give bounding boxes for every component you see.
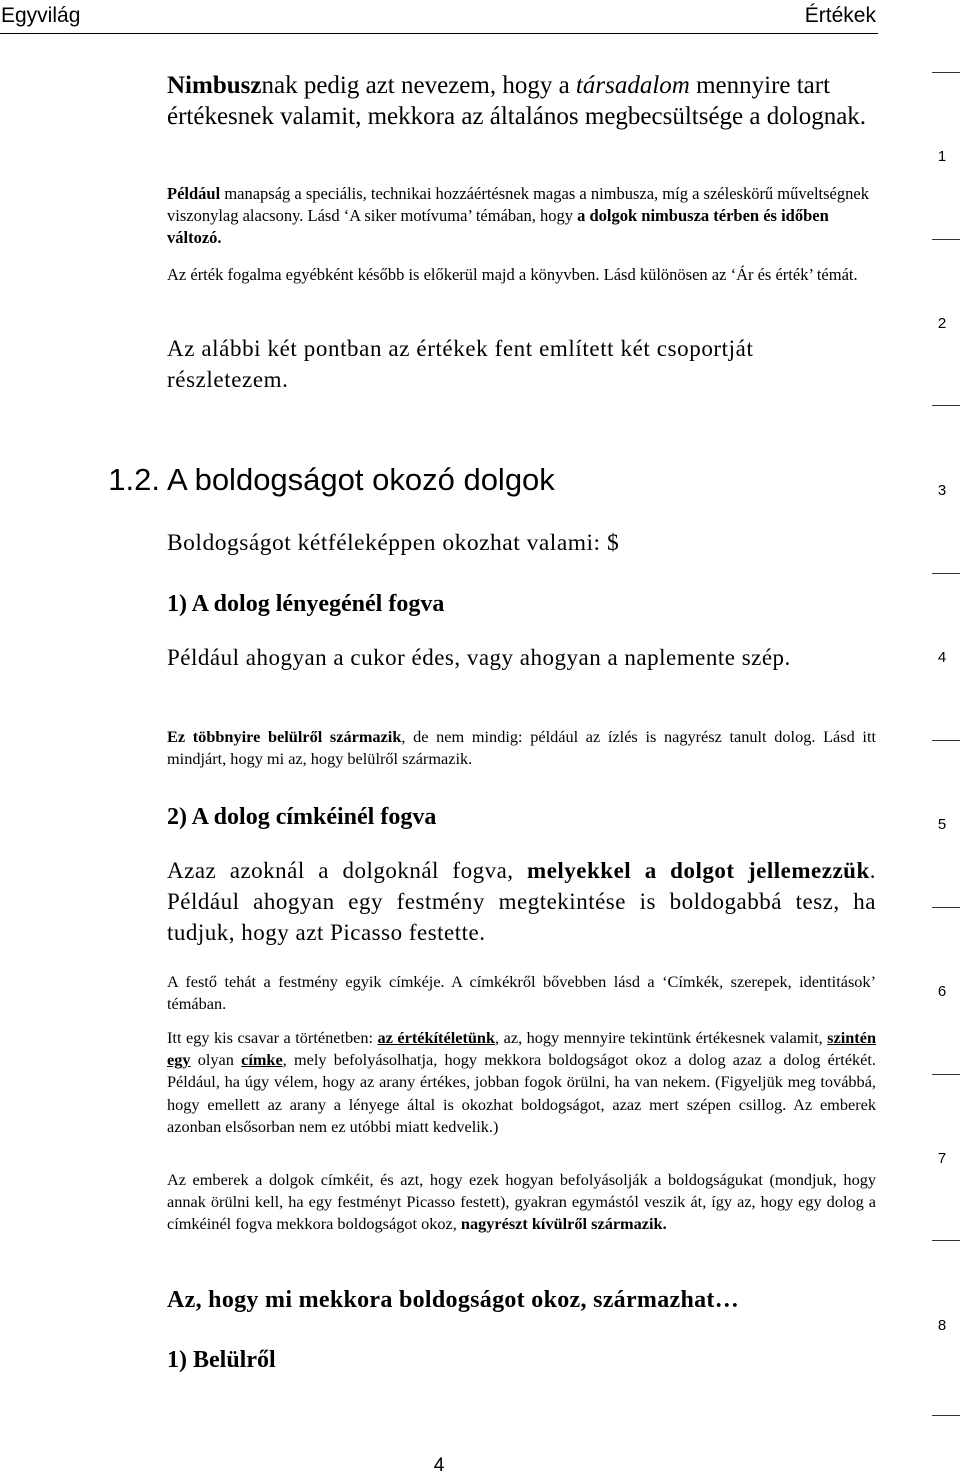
margin-divider	[932, 405, 960, 406]
item2-paragraph: Azaz azoknál a dolgoknál fogva, melyekkel a dolgot jellemezzük. Például ahogyan egy festmény megtekintése is boldogabbá tesz, ha tudjuk, hogy azt Picasso festette.	[167, 858, 876, 945]
nimbusz-paragraph: Nimbusznak pedig azt nevezem, hogy a társadalom mennyire tart értékesnek valamit, mekkora az általános megbecsültsége a dolognak.	[167, 72, 867, 130]
margin-divider	[932, 1074, 960, 1075]
nimbusz-term: Nimbusz	[167, 72, 262, 99]
margin-divider	[932, 72, 960, 73]
page-header	[0, 0, 878, 34]
item1-note: Ez többnyire belülről származik, de nem mindig: például az ízlés is nagyrész tanult dolog. Lásd itt mindjárt, hogy mi az, hogy belülről származik.	[167, 727, 876, 769]
header-right: Értékek	[804, 4, 876, 27]
ertek-paragraph: Az érték fogalma egyébként később is előkerül majd a könyvben. Lásd különösen az ‘Ár és érték’ témát.	[167, 265, 858, 284]
peldaul-paragraph: Például manapság a speciális, technikai hozzáértésnek magas a nimbusza, míg a széleskörű műveltségnek viszonylag alacsony. Lásd ‘A siker motívuma’ témában, hogy a dolgok nimbusza térben és időben változó.	[167, 184, 869, 247]
section-heading	[108, 462, 555, 498]
margin-number: 5	[937, 816, 947, 833]
margin-number: 4	[937, 649, 947, 666]
margin-number: 1	[937, 148, 947, 165]
margin-number: 8	[937, 1317, 947, 1334]
question-heading: Az, hogy mi mekkora boldogságot okoz, származhat…	[167, 1287, 740, 1313]
page-number: 4	[433, 1455, 445, 1476]
item2-heading: 2) A dolog címkéinél fogva	[167, 804, 437, 830]
margin-number: 3	[937, 482, 947, 499]
csavar-paragraph: Itt egy kis csavar a történetben: az értékítéletünk, az, hogy mennyire tekintünk értékesnek valamit, szintén egy olyan címke, mely befolyásolhatja, hogy mekkora boldogságot okoz a dolog azaz a dolog értékét. Például, ha úgy vélem, hogy az arany értékes, jobban fogok örülni, ha van nekem. (Figyeljük meg továbbá, hogy emellett az arany a lényege által is okozhat boldogságot, azaz mert szépen csillog. Az emberek azonban elsősorban nem ez utóbbi miatt kedvelik.)	[167, 1028, 877, 1136]
section-lead: Boldogságot kétféleképpen okozhat valami: $	[167, 530, 620, 556]
margin-divider	[932, 573, 960, 574]
header-left: Egyvilág	[1, 4, 81, 27]
margin-divider	[932, 239, 960, 240]
item1-heading: 1) A dolog lényegénél fogva	[167, 591, 445, 617]
margin-number: 2	[937, 315, 947, 332]
item1-example: Például ahogyan a cukor édes, vagy ahogyan a naplemente szép.	[167, 645, 791, 670]
margin-divider	[932, 1415, 960, 1416]
festo-paragraph: A festő tehát a festmény egyik címkéje. A címkékről bővebben lásd a ‘Címkék, szerepek, identitások’ témában.	[167, 972, 876, 1014]
section-number: 1.2.	[108, 462, 160, 497]
margin-divider	[932, 740, 960, 741]
margin-divider	[932, 1240, 960, 1241]
margin-number: 6	[937, 983, 947, 1000]
section-title: A boldogságot okozó dolgok	[167, 462, 555, 497]
alabbi-paragraph: Az alábbi két pontban az értékek fent említett két csoportját részletezem.	[167, 336, 754, 392]
margin-divider	[932, 907, 960, 908]
belulrol-heading: 1) Belülről	[167, 1347, 276, 1373]
emberek-paragraph: Az emberek a dolgok címkéit, és azt, hogy ezek hogyan befolyásolják a boldogságukat (mondjuk, hogy annak örülni kell, ha egy festményt Picasso festett), gyakran egymástól veszik át, így az, hogy egy dolog a címkéinél fogva mekkora boldogságot okoz, nagyrészt kívülről származik.	[167, 1170, 876, 1234]
margin-number: 7	[937, 1150, 947, 1167]
